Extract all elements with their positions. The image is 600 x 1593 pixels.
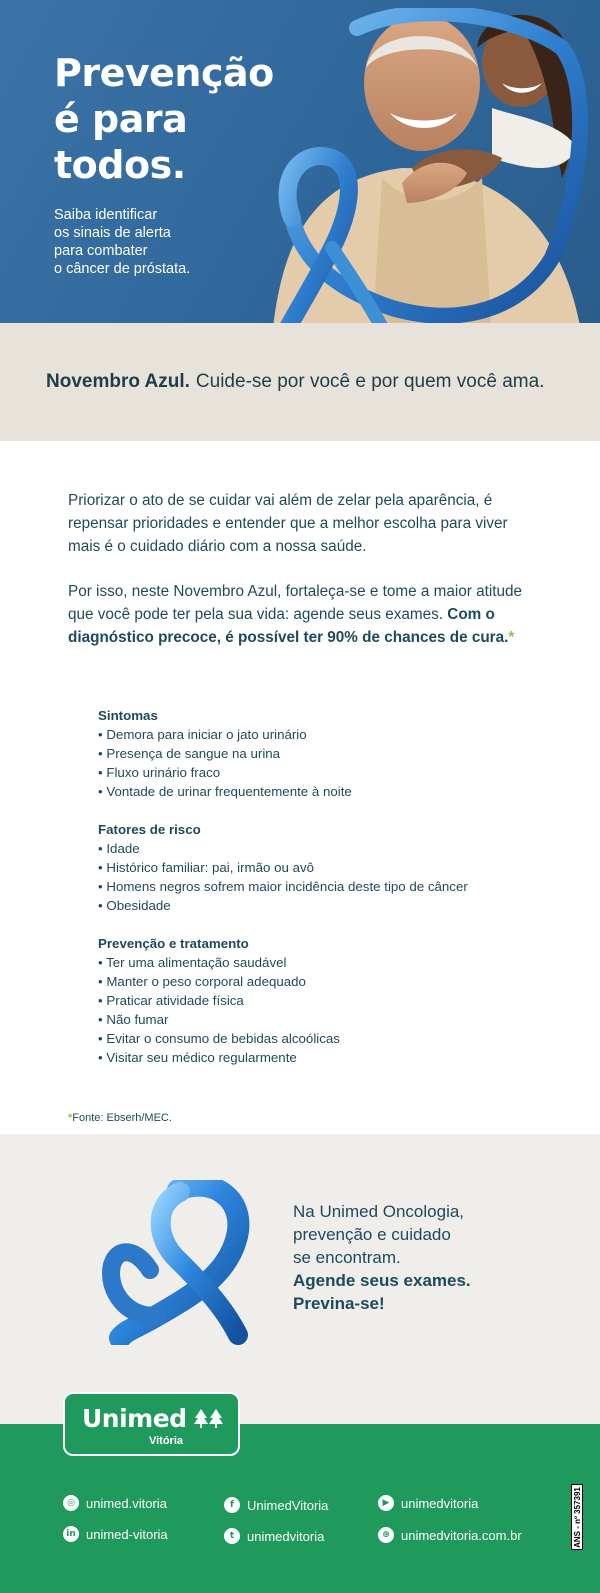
tagline: [46, 371, 544, 393]
source-note: [68, 1112, 172, 1124]
hero-title-line: Prevenção: [54, 51, 274, 95]
list-item: • Histórico familiar: pai, irmão ou avô: [98, 858, 558, 877]
list-item: • Homens negros sofrem maior incidência deste tipo de câncer: [98, 877, 558, 896]
risk-factors-list: [98, 820, 558, 915]
social-label: unimedvitoria: [401, 1495, 479, 1511]
social-facebook[interactable]: [224, 1497, 328, 1513]
tagline-bold: Novembro Azul.: [46, 371, 190, 392]
intro-text: [68, 489, 538, 671]
list-item: • Idade: [98, 839, 558, 858]
hero-title-line: é para: [54, 97, 188, 141]
list-item: • Visitar seu médico regularmente: [98, 1048, 558, 1067]
tagline-text: Cuide-se por você e por quem você ama.: [195, 371, 545, 392]
social-twitter[interactable]: [224, 1528, 324, 1544]
cta-line: Na Unimed Oncologia,: [293, 1202, 465, 1221]
list-title: Sintomas: [98, 708, 158, 723]
social-label: unimed-vitoria: [86, 1526, 168, 1542]
intro-paragraph-2-text: Por isso, neste Novembro Azul, fortaleça-se e tome a maior atitude que você pode ter pela sua vida: agende seus exames.: [68, 583, 523, 623]
unimed-logo[interactable]: [63, 1392, 240, 1456]
hero-subtitle: [54, 206, 190, 278]
list-item: • Presença de sangue na urina: [98, 744, 558, 763]
info-lists: [98, 706, 558, 1086]
list-item: • Não fumar: [98, 1010, 558, 1029]
list-item: • Manter o peso corporal adequado: [98, 972, 558, 991]
instagram-icon: ◎: [63, 1495, 79, 1511]
twitter-icon: t: [224, 1528, 240, 1544]
hero-subtitle-line: o câncer de próstata.: [54, 261, 191, 277]
intro-paragraph-1: Priorizar o ato de se cuidar vai além de zelar pela aparência, é repensar prioridades e entender que a melhor escolha para viver mais é o cuidado diário com a nossa saúde.: [68, 492, 508, 555]
intro-paragraph-2: [68, 580, 538, 649]
hero-subtitle-line: os sinais de alerta: [54, 225, 171, 241]
hero-subtitle-line: para combater: [54, 243, 148, 259]
youtube-icon: ▶: [378, 1495, 394, 1511]
social-label: unimed.vitoria: [86, 1495, 167, 1511]
logo-city: Vitória: [148, 1435, 183, 1447]
social-website[interactable]: [378, 1527, 522, 1543]
blue-ribbon-icon: [98, 1180, 256, 1345]
footnote-marker: *: [508, 629, 515, 646]
social-youtube[interactable]: [378, 1495, 478, 1511]
list-title: Fatores de risco: [98, 822, 201, 837]
website-icon: ⊕: [378, 1527, 394, 1543]
list-item: • Demora para iniciar o jato urinário: [98, 725, 558, 744]
source-text: Fonte: Ebserh/MEC.: [72, 1112, 172, 1124]
ans-text: ANS - nº 357391: [572, 1486, 582, 1548]
intro-highlight: Com o diagnóstico precoce, é possível ter 90% de chances de cura.: [68, 606, 509, 646]
list-item: • Praticar atividade física: [98, 991, 558, 1010]
list-item: • Obesidade: [98, 896, 558, 915]
cta-line: prevenção e cuidado: [293, 1225, 451, 1244]
logo-name: Unimed: [82, 1404, 187, 1433]
social-label: UnimedVitoria: [247, 1497, 329, 1513]
social-label: unimedvitoria: [247, 1528, 325, 1544]
prevention-list: [98, 934, 558, 1067]
hero-photo-ribbon-illustration: [262, 8, 592, 358]
list-item: • Vontade de urinar frequentemente à noite: [98, 782, 558, 801]
hero-subtitle-line: Saiba identificar: [54, 207, 158, 223]
unimed-trees-icon: [194, 1407, 224, 1429]
cta-text: [293, 1200, 471, 1315]
list-title: Prevenção e tratamento: [98, 936, 249, 951]
cta-bold-line: Previna-se!: [293, 1294, 385, 1313]
cta-bold-line: Agende seus exames.: [293, 1271, 471, 1290]
social-linkedin[interactable]: [63, 1526, 168, 1542]
footnote-marker: *: [68, 1112, 73, 1124]
list-item: • Evitar o consumo de bebidas alcoólicas: [98, 1029, 558, 1048]
ans-registration-badge: [571, 1484, 583, 1550]
list-item: • Ter uma alimentação saudável: [98, 953, 558, 972]
facebook-icon: f: [224, 1497, 240, 1513]
cta-line: se encontram.: [293, 1248, 401, 1267]
linkedin-icon: in: [63, 1526, 79, 1542]
hero-title: [54, 50, 274, 188]
hero-title-line: todos.: [54, 143, 186, 187]
social-instagram[interactable]: [63, 1495, 167, 1511]
list-item: • Fluxo urinário fraco: [98, 763, 558, 782]
symptoms-list: [98, 706, 558, 801]
social-label: unimedvitoria.com.br: [401, 1527, 522, 1543]
